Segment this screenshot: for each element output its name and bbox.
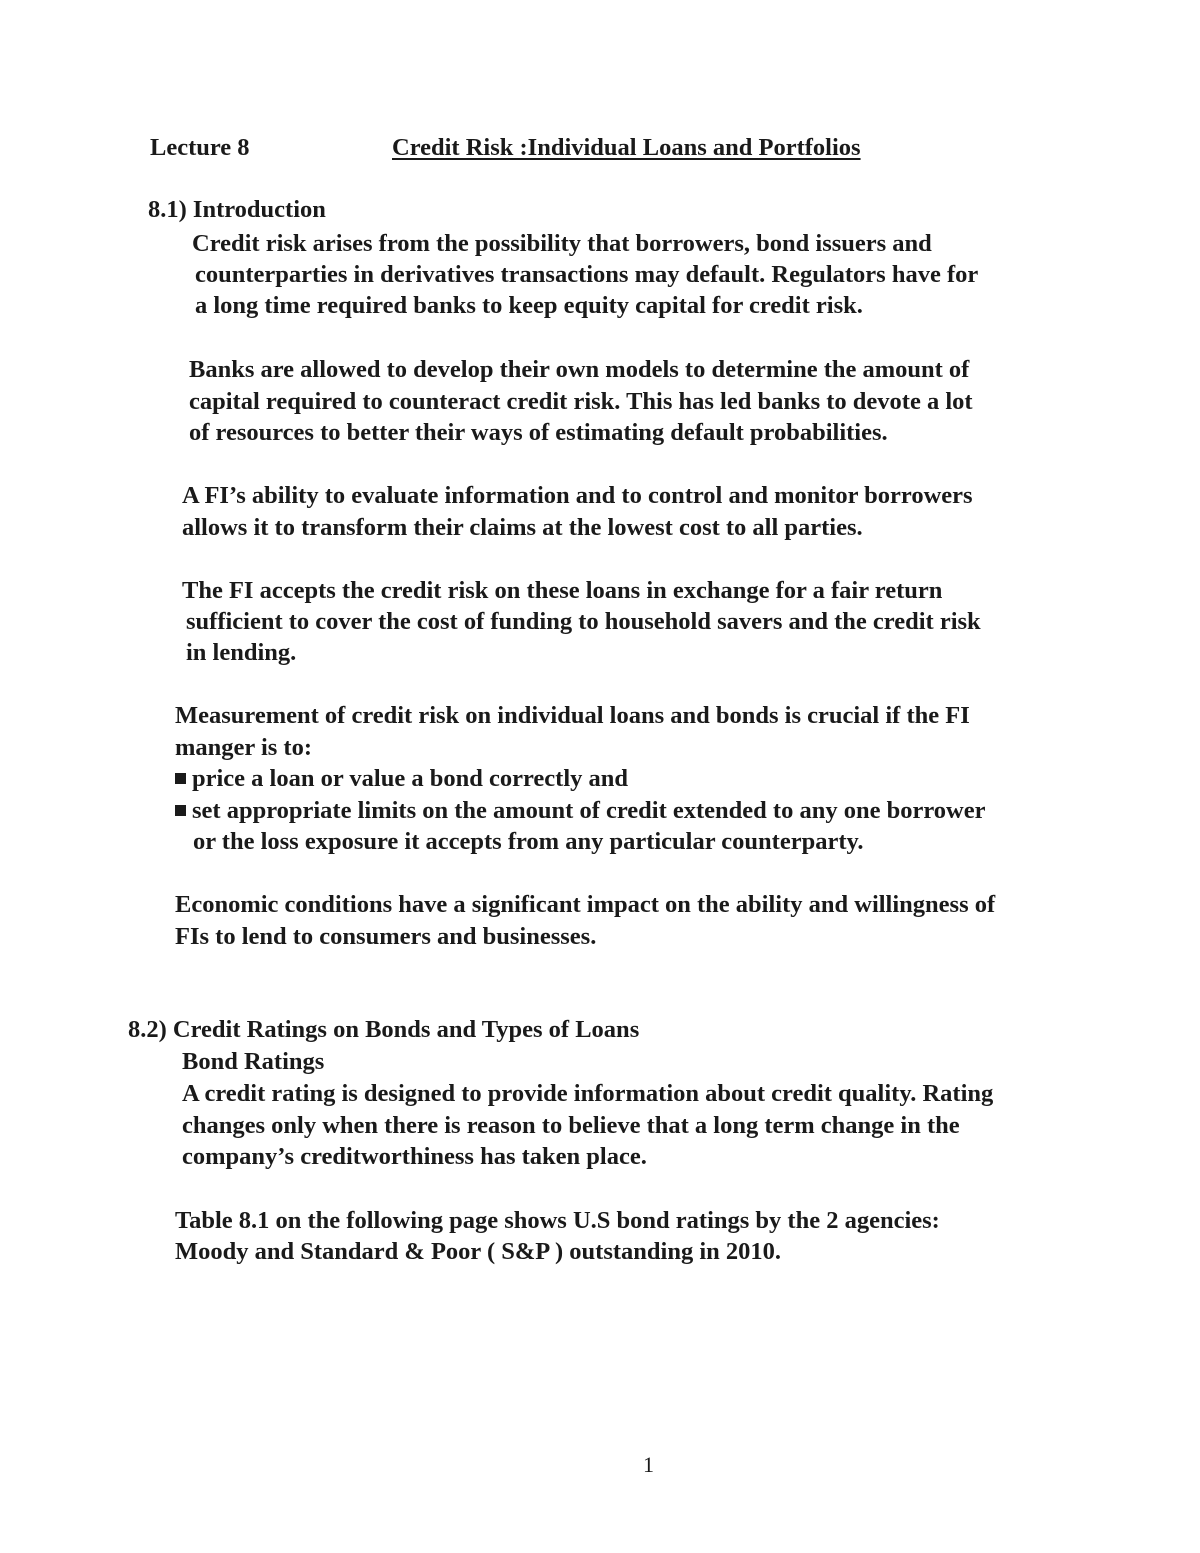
subheading-bond-ratings: Bond Ratings xyxy=(182,1048,325,1075)
list-item: set appropriate limits on the amount of credit extended to any one borrower xyxy=(175,795,985,826)
page-title: Credit Risk :Individual Loans and Portfolios xyxy=(392,134,861,161)
list-item: price a loan or value a bond correctly and xyxy=(175,763,628,794)
page-number: 1 xyxy=(643,1452,654,1477)
section-heading-intro: 8.1) Introduction xyxy=(148,196,326,223)
list-item-continuation: or the loss exposure it accepts from any particular counterparty. xyxy=(193,828,864,855)
lecture-label: Lecture 8 xyxy=(150,134,250,161)
bullet-icon xyxy=(175,773,186,784)
section-heading-ratings: 8.2) Credit Ratings on Bonds and Types of Loans xyxy=(128,1016,640,1043)
bullet-icon xyxy=(175,805,186,816)
